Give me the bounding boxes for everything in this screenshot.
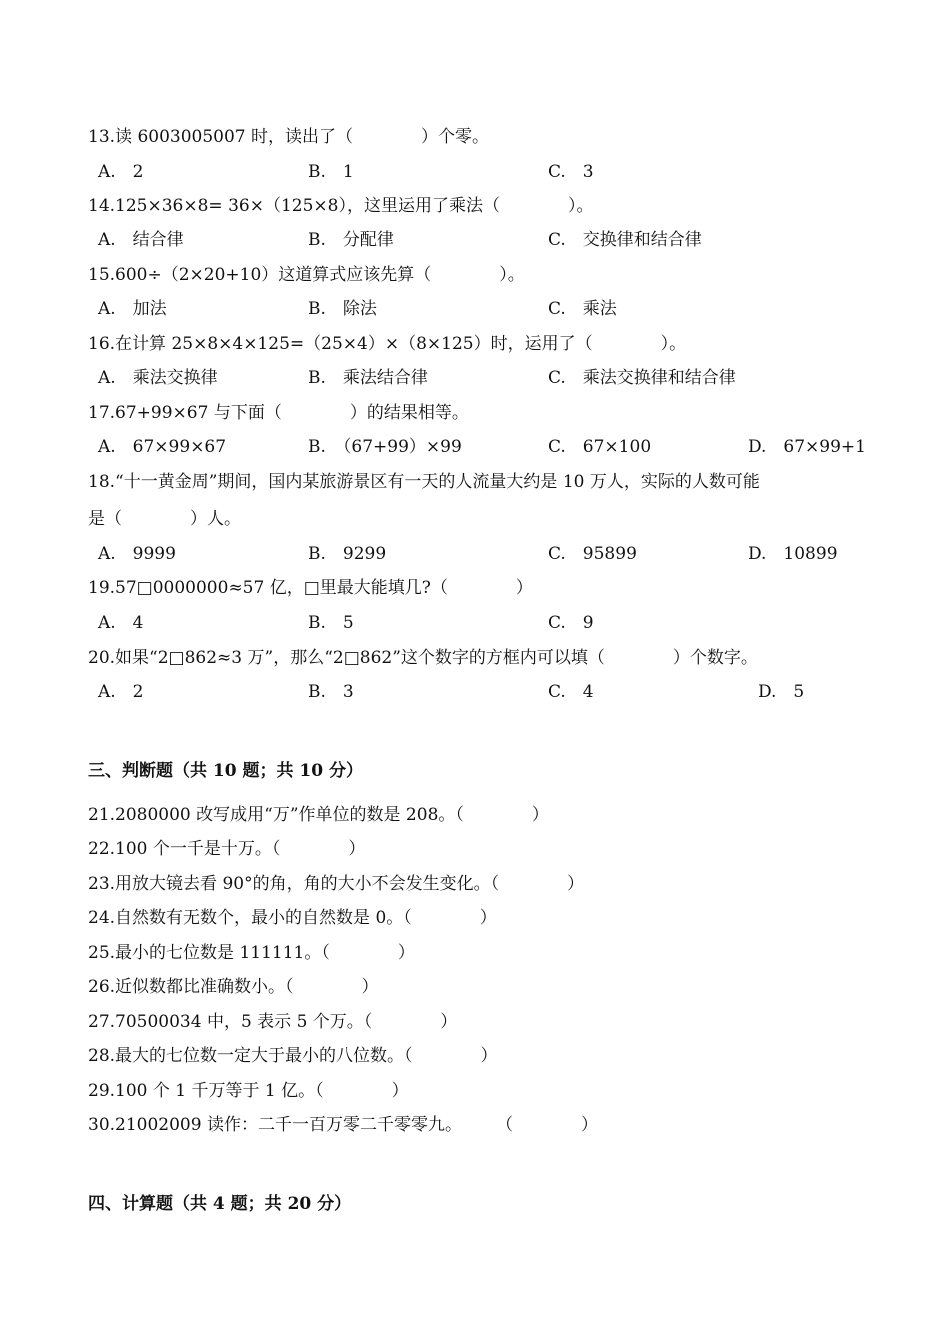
judgement-item: 28.最大的七位数一定大于最小的八位数。（ ）	[88, 1046, 498, 1066]
question-15-stem: 15.600÷（2×20+10）这道算式应该先算（ ）。	[88, 265, 525, 285]
question-14-option-c: C. 交换律和结合律	[548, 230, 702, 250]
question-18-option-c: C. 95899	[548, 544, 637, 564]
question-15-option-b: B. 除法	[308, 299, 377, 319]
judgement-item: 29.100 个 1 千万等于 1 亿。（ ）	[88, 1081, 409, 1101]
question-16-option-a: A. 乘法交换律	[98, 368, 218, 388]
question-20-stem: 20.如果“2□862≈3 万”，那么“2□862”这个数字的方框内可以填（ ）个数字。	[88, 648, 758, 668]
judgement-item: 22.100 个一千是十万。（ ）	[88, 839, 366, 859]
section-3-heading: 三、判断题（共 10 题；共 10 分）	[88, 761, 363, 781]
section-4-heading: 四、计算题（共 4 题；共 20 分）	[88, 1194, 352, 1214]
judgement-item: 23.用放大镜去看 90°的角，角的大小不会发生变化。（ ）	[88, 874, 585, 894]
question-19-option-b: B. 5	[308, 613, 354, 633]
question-17-option-b: B. （67+99）×99	[308, 437, 462, 457]
question-20-option-b: B. 3	[308, 682, 354, 702]
question-17-option-a: A. 67×99×67	[98, 437, 227, 457]
question-15-option-a: A. 加法	[98, 299, 167, 319]
question-18-option-b: B. 9299	[308, 544, 387, 564]
question-20-option-d: D. 5	[758, 682, 805, 702]
question-20-option-a: A. 2	[98, 682, 144, 702]
question-13-option-c: C. 3	[548, 162, 594, 182]
judgement-item: 27.70500034 中，5 表示 5 个万。（ ）	[88, 1012, 458, 1032]
judgement-item: 25.最小的七位数是 111111。（ ）	[88, 943, 415, 963]
judgement-item: 24.自然数有无数个，最小的自然数是 0。（ ）	[88, 908, 497, 928]
question-17-stem: 17.67+99×67 与下面（ ）的结果相等。	[88, 403, 469, 423]
question-13-option-b: B. 1	[308, 162, 354, 182]
question-13-stem: 13.读 6003005007 时，读出了（ ）个零。	[88, 127, 490, 147]
question-18-option-a: A. 9999	[98, 544, 176, 564]
question-13-option-a: A. 2	[98, 162, 144, 182]
question-19-option-c: C. 9	[548, 613, 594, 633]
judgement-item: 21.2080000 改写成用“万”作单位的数是 208。（ ）	[88, 805, 549, 825]
question-16-stem: 16.在计算 25×8×4×125=（25×4）×（8×125）时，运用了（ ）。	[88, 334, 687, 354]
question-14-option-a: A. 结合律	[98, 230, 184, 250]
question-18-stem: 18.“十一黄金周”期间，国内某旅游景区有一天的人流量大约是 10 万人，实际的人数可能	[88, 472, 760, 492]
question-18-stem-continued: 是（ ）人。	[88, 509, 241, 529]
question-14-stem: 14.125×36×8= 36×（125×8），这里运用了乘法（ ）。	[88, 196, 594, 216]
question-19-option-a: A. 4	[98, 613, 144, 633]
judgement-item: 26.近似数都比准确数小。（ ）	[88, 977, 379, 997]
question-17-option-c: C. 67×100	[548, 437, 652, 457]
question-16-option-c: C. 乘法交换律和结合律	[548, 368, 736, 388]
judgement-item: 30.21002009 读作：二千一百万零二千零零九。 （ ）	[88, 1115, 598, 1135]
question-14-option-b: B. 分配律	[308, 230, 394, 250]
question-16-option-b: B. 乘法结合律	[308, 368, 428, 388]
question-18-option-d: D. 10899	[748, 544, 838, 564]
question-19-stem: 19.57□0000000≈57 亿，□里最大能填几?（ ）	[88, 578, 533, 598]
question-17-option-d: D. 67×99+1	[748, 437, 866, 457]
question-15-option-c: C. 乘法	[548, 299, 617, 319]
question-20-option-c: C. 4	[548, 682, 594, 702]
